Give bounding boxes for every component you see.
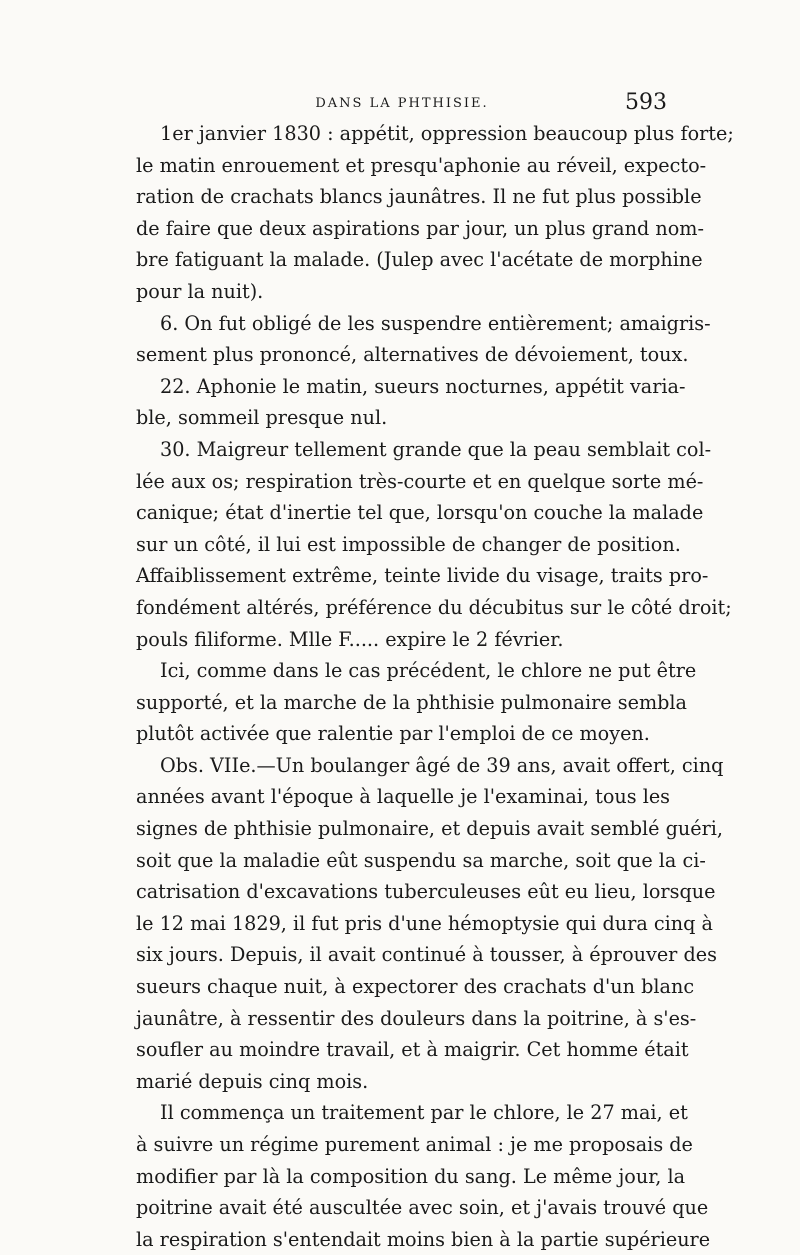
text-line: sement plus prononcé, alternatives de dévoiement, toux.	[136, 343, 689, 367]
text-line: plutôt activée que ralentie par l'emploi de ce moyen.	[136, 722, 650, 746]
text-line: le 12 mai 1829, il fut pris d'une hémoptysie qui dura cinq à	[136, 911, 713, 935]
text-line: jaunâtre, à ressentir des douleurs dans la poitrine, à s'es-	[136, 1006, 697, 1030]
text-line: 22. Aphonie le matin, sueurs nocturnes, appétit varia-	[160, 374, 686, 398]
text-line: soit que la maladie eût suspendu sa marche, soit que la ci-	[136, 848, 706, 872]
text-line: pouls filiforme. Mlle F..... expire le 2 février.	[136, 627, 564, 651]
text-line: Obs. VIIe.—Un boulanger âgé de 39 ans, avait offert, cinq	[160, 753, 724, 777]
text-line: modifier par là la composition du sang. Le même jour, la	[136, 1164, 686, 1188]
text-line: soufler au moindre travail, et à maigrir. Cet homme était	[136, 1038, 689, 1062]
text-line: de faire que deux aspirations par jour, un plus grand nom-	[136, 216, 704, 240]
text-line: 1er janvier 1830 : appétit, oppression beaucoup plus forte;	[160, 122, 734, 145]
text-line: bre fatiguant la malade. (Julep avec l'acétate de morphine	[136, 248, 703, 272]
text-line: poitrine avait été auscultée avec soin, et j'avais trouvé que	[136, 1196, 709, 1220]
text-line: la respiration s'entendait moins bien à la partie supérieure	[136, 1227, 711, 1251]
text-line: canique; état d'inertie tel que, lorsqu'on couche la malade	[136, 501, 704, 525]
text-line: lée aux os; respiration très-courte et en quelque sorte mé-	[136, 469, 704, 493]
text-line: Affaiblissement extrême, teinte livide du visage, traits pro-	[136, 564, 709, 588]
text-line: le matin enrouement et presqu'aphonie au réveil, expecto-	[136, 153, 707, 177]
text-line: six jours. Depuis, il avait continué à tousser, à éprouver des	[136, 943, 717, 967]
text-line: marié depuis cinq mois.	[136, 1069, 369, 1093]
text-line: 30. Maigreur tellement grande que la peau semblait col-	[160, 437, 712, 461]
text-line: 6. On fut obligé de les suspendre entièrement; amaigris-	[160, 311, 711, 335]
text-line: catrisation d'excavations tuberculeuses eût eu lieu, lorsque	[136, 880, 716, 904]
text-line: Il commença un traitement par le chlore, le 27 mai, et	[160, 1101, 688, 1125]
text-line: supporté, et la marche de la phthisie pulmonaire sembla	[136, 690, 687, 714]
text-line: années avant l'époque à laquelle je l'examinai, tous les	[136, 785, 671, 809]
text-line: signes de phthisie pulmonaire, et depuis avait semblé guéri,	[136, 817, 723, 841]
page-number: 593	[625, 90, 667, 115]
text-line: ration de crachats blancs jaunâtres. Il ne fut plus possible	[136, 185, 702, 209]
text-line: Ici, comme dans le cas précédent, le chlore ne put être	[160, 659, 697, 683]
body-text	[136, 118, 734, 1255]
running-head: DANS LA PHTHISIE.	[315, 96, 489, 111]
text-line: sur un côté, il lui est impossible de changer de position.	[136, 532, 681, 556]
text-line: sueurs chaque nuit, à expectorer des crachats d'un blanc	[136, 975, 695, 999]
text-line: pour la nuit).	[136, 279, 264, 303]
text-line: à suivre un régime purement animal : je me proposais de	[136, 1133, 693, 1156]
text-line: ble, sommeil presque nul.	[136, 406, 388, 430]
page-header	[137, 90, 667, 120]
text-line: fondément altérés, préférence du décubitus sur le côté droit;	[136, 595, 732, 619]
